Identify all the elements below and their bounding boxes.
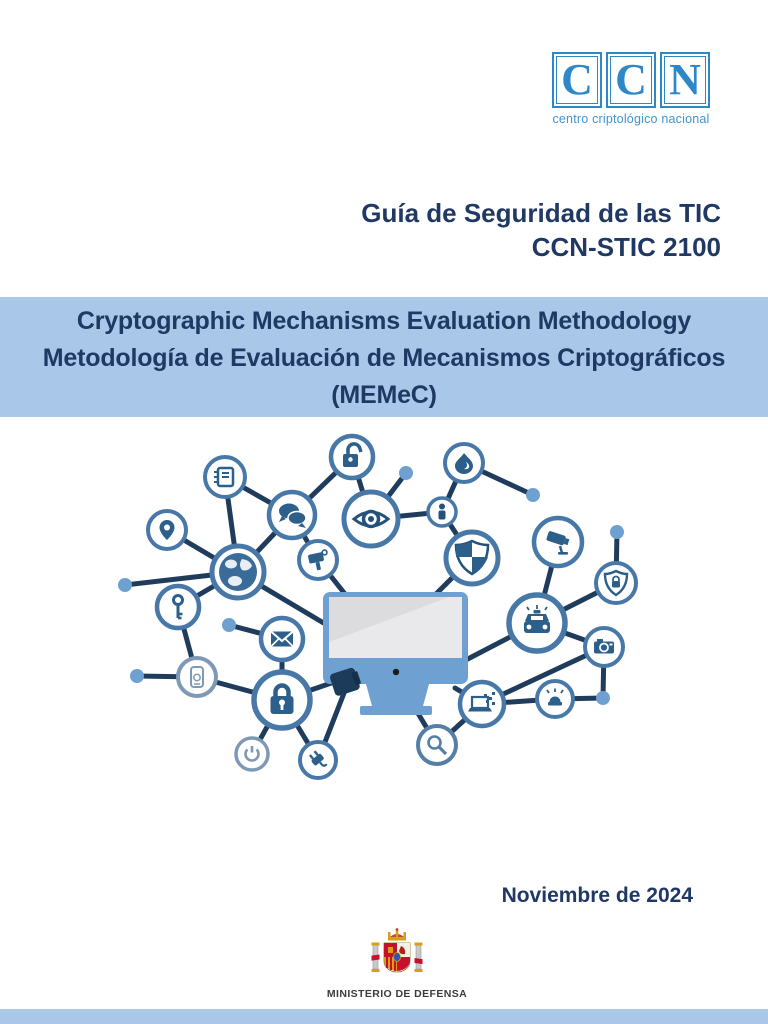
- connector-dot: [399, 466, 413, 480]
- connector-dot: [526, 488, 540, 502]
- photo-camera-icon: [585, 628, 623, 666]
- envelope-icon: [261, 618, 303, 660]
- ministry-block: [287, 928, 507, 1000]
- connector-dot: [130, 669, 144, 683]
- ccn-logo-box: [660, 52, 710, 108]
- monitor-power-led: [393, 669, 399, 675]
- siren-icon: [537, 681, 573, 717]
- laptop-pixels-icon: [460, 682, 504, 726]
- connector-dot: [118, 578, 132, 592]
- title-line-1: Guía de Seguridad de las TIC: [361, 198, 721, 228]
- banner-line-english: Cryptographic Mechanisms Evaluation Methodology: [76, 307, 692, 335]
- ccn-logo-subtitle: centro criptológico nacional: [552, 112, 710, 126]
- ccn-letter: N: [669, 55, 701, 104]
- cctv-camera-icon: [534, 518, 582, 566]
- ministry-label: MINISTERIO DE DEFENSA: [326, 988, 468, 1000]
- ccn-logo-box: [606, 52, 656, 108]
- ccn-letter: C: [615, 55, 647, 104]
- ccn-logo: [550, 52, 712, 126]
- plug-icon: [300, 742, 336, 778]
- ccn-logo-letters: [550, 52, 712, 108]
- smartphone-icon: [178, 658, 216, 696]
- banner-line-acronym: (MEMeC): [331, 381, 437, 409]
- document-title: [361, 196, 721, 264]
- monitor-base: [360, 706, 432, 715]
- magnifying-glass-icon: [418, 726, 456, 764]
- flame-icon: [445, 444, 483, 482]
- key-icon: [157, 586, 199, 628]
- security-network-illustration: [0, 430, 768, 850]
- connector-dot: [596, 691, 610, 705]
- bottom-accent-bar: [0, 1009, 768, 1024]
- title-line-2: CCN-STIC 2100: [531, 232, 721, 262]
- globe-icon: [212, 546, 264, 598]
- padlock-icon: [254, 672, 310, 728]
- location-pin-icon: [148, 511, 186, 549]
- publication-date: Noviembre de 2024: [501, 884, 693, 907]
- ccn-logo-box: [552, 52, 602, 108]
- person-icon: [428, 498, 456, 526]
- police-car-icon: [509, 595, 565, 651]
- pillar-left: [372, 943, 380, 973]
- open-padlock-icon: [331, 436, 373, 478]
- illustration-svg: [0, 430, 768, 850]
- connector-dot: [610, 525, 624, 539]
- connector-dot: [222, 618, 236, 632]
- checkered-shield-icon: [446, 532, 498, 584]
- ccn-letter: C: [561, 55, 593, 104]
- address-book-icon: [205, 457, 245, 497]
- shield: [384, 943, 410, 972]
- banner-line-spanish: Metodología de Evaluación de Mecanismos Criptográficos: [42, 344, 726, 372]
- title-banner: [0, 297, 768, 417]
- surveillance-camera-icon: [299, 541, 337, 579]
- chat-bubbles-icon: [269, 492, 315, 538]
- shield-lock-icon: [596, 563, 636, 603]
- power-button-icon: [236, 738, 268, 770]
- eye-icon: [344, 492, 398, 546]
- monitor-stand: [366, 684, 429, 706]
- spain-coat-of-arms: [352, 928, 442, 980]
- pillar-right: [415, 943, 423, 973]
